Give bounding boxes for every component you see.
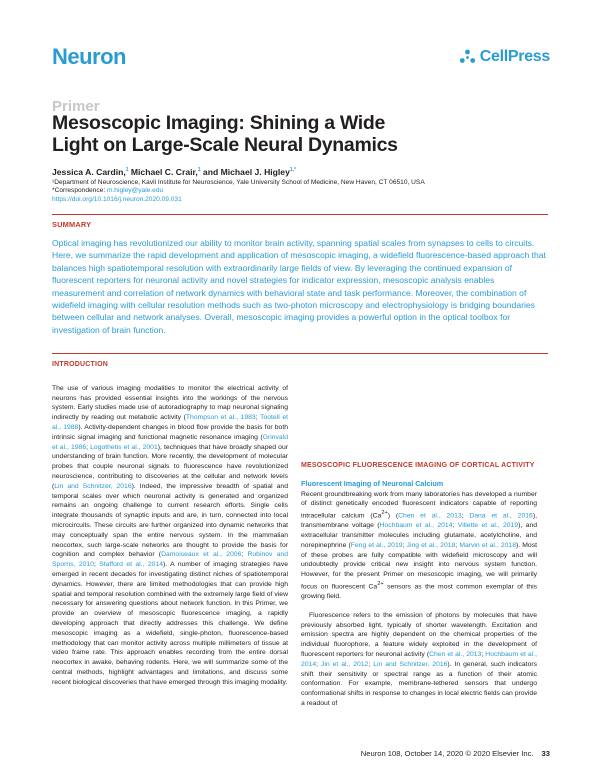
page-number: 33 xyxy=(541,749,550,758)
citation-link[interactable]: Jin et al., 2012 xyxy=(320,660,369,668)
author-affiliation-mark: 1,* xyxy=(289,167,296,174)
citation-link[interactable]: Dana et al., 2016 xyxy=(469,512,533,520)
summary-heading: SUMMARY xyxy=(52,220,92,229)
author-affiliation-mark: 1 xyxy=(197,167,201,174)
publisher-logo xyxy=(459,48,550,66)
citation-link[interactable]: Chen et al., 2013 xyxy=(429,651,482,659)
footer-citation: Neuron 108, October 14, 2020 © 2020 Elsevier Inc. xyxy=(360,749,534,758)
affiliation: ¹Department of Neuroscience, Kavli Institute for Neuroscience, Yale University School of Medicine, New Haven, CT 06510, USA xyxy=(52,179,425,186)
summary-text: Optical imaging has revolutionized our ability to monitor brain activity, spanning spatial scales from synapses to cells to circuits. Here, we summarize the rapid development and application of mesoscopic imaging, a widefield fluorescence-based approach that balances high spatiotemporal resolution with extraordinarily large fields of view. By leveraging the continued expansion of fluorescent reporters for neuronal activity and novel strategies for indicator expression, mesoscopic analysis enables measurement and correlation of network dynamics with behavioral state and task performance. Moreover, the combination of widefield imaging with cellular resolution methods such as two-photon microscopy and electrophysiology is bridging boundaries between cellular and network analyses. Overall, mesoscopic imaging provides a powerful option in the optical toolbox for investigation of brain function. xyxy=(52,238,546,335)
correspondence-email-link[interactable]: m.higley@yale.edu xyxy=(106,187,164,194)
page-footer xyxy=(361,749,550,758)
citation-link[interactable]: Villette et al., 2019 xyxy=(457,522,519,530)
citation-link[interactable]: Thompson et al., 1983 xyxy=(185,414,256,422)
citation-link[interactable]: Logothetis et al., 2001 xyxy=(90,443,158,451)
right-column xyxy=(301,459,537,718)
paragraph: Fluorescence refers to the emission of photons by molecules that have previously absorbed light, typically of shorter wavelength. Excitation and emission spectra are highly dependent on the chemical properties of the individual fluorophore, a feature widely exploited in the development of fluorescent reporters for neuronal activity (Chen et al., 2013; Hochbaum et al., 2014; Jin et al., 2012; Lin and Schnitzer, 2016). In general, such indicators shift their sensitivity or spectral range as a function of their atomic conformation. For example, membrane-tethered sensors that undergo conformational shifts in response to changes in local electric fields can provide a readout of xyxy=(301,611,538,708)
citation-link[interactable]: Marvin et al., 2018 xyxy=(459,541,516,549)
journal-name: Neuron xyxy=(52,44,126,69)
section-heading: INTRODUCTION xyxy=(52,361,109,368)
article-type: Primer xyxy=(52,98,100,115)
citation-link[interactable]: Tootell et al., 1988 xyxy=(52,414,288,431)
subsection-heading: Fluorescent Imaging of Neuronal Calcium xyxy=(301,478,444,488)
citation-link[interactable]: Lin and Schnitzer, 2016 xyxy=(54,482,132,490)
citation-link[interactable]: Damoiseaux et al., 2006 xyxy=(161,551,242,559)
citation-link[interactable]: Hochbaum et al., 2014 xyxy=(301,651,537,668)
divider xyxy=(52,214,548,215)
paragraph: The use of various imaging modalities to monitor the electrical activity of neurons has provided essential insights into the workings of the nervous system. Early studies made use of autoradiography to map neuronal signaling indirectly by reading out metabolic activity (Thompson et al., 1983; Tootell et al., 1988). Activity-dependent changes in blood flow provide the basis for both intrinsic signal imaging and functional magnetic resonance imaging (Grinvald et al., 1986; Logothetis et al., 2001), techniques that have broadly shaped our understanding of brain function. More recently, the development of molecular probes that couple neuronal signals to fluorescence have revolutionized neuroscience, contributing to discoveries at the cellular and network levels (Lin and Schnitzer, 2016). Indeed, the impressive breadth of spatial and temporal scales over which neuronal activity is generated and organized remains an ongoing challenge to current research efforts. Single cells integrate thousands of synaptic inputs and are, in turn, connected into local microcircuits. These circuits are further organized into dynamic networks that may conceptually span the entire nervous system. In the mammalian neocortex, such large-scale networks are thought to provide the basis for cognition and complex behavior (Damoiseaux et al., 2006; Rubinov and Sporns, 2010; Stafford et al., 2014). A number of imaging strategies have emerged in recent decades for investigating distinct niches of spatiotemporal dynamics. However, there are limited methodologies that can provide high spatial and temporal resolution combined with the extremely large field of view necessary for answering questions about network function. In this Primer, we provide an overview of mesoscopic fluorescence imaging, a rapidly developing approach that directly addresses this challenge. We define mesoscopic imaging as a widefield, single-photon, fluorescence-based methodology that can monitor activity across multiple millimeters of tissue at video frame rate. This approach enables recording from the entire dorsal neocortex in awake, behaving rodents. Here, we will summarize some of the central methods, highlight advantages and limitations, and discuss some recent biological discoveries that have emerged through this imaging modality. xyxy=(52,384,289,686)
section-heading: MESOSCOPIC FLUORESCENCE IMAGING OF CORTICAL ACTIVITY xyxy=(301,462,535,469)
publisher-name: CellPress xyxy=(479,48,550,65)
citation-link[interactable]: Chen et al., 2013 xyxy=(398,512,462,520)
left-column xyxy=(52,358,288,697)
citation-link[interactable]: Jing et al., 2018 xyxy=(406,541,456,549)
author-name: Michael C. Crair, xyxy=(128,167,198,177)
citation-link[interactable]: Lin and Schnitzer, 2016 xyxy=(373,660,448,668)
author-name: Jessica A. Cardin, xyxy=(52,167,126,177)
divider xyxy=(52,353,548,354)
correspondence xyxy=(52,187,163,194)
paragraph: Recent groundbreaking work from many laboratories has developed a number of distinct genetically encoded fluorescent indicators capable of reporting intracellular calcium $(Ca^{2+})$ (Chen et al., 2013; Dana et al., 2016), transmembrane voltage (Hochbaum et al., 2014; Villette et al., 2019), and extracellular transmitter molecules including glutamate, acetylcholine, and norepinephrine (Feng et al., 2019; Jing et al., 2018; Marvin et al., 2018). Most of these probes are fully compatible with widefield microscopy and will undoubtedly provide critical new insight into nervous system function. However, for the present Primer on mesoscopic imaging, we will primarily focus on fluorescent $Ca^{2+}$ sensors as the most common exemplar of this growing field. xyxy=(301,490,538,601)
article-title: Mesoscopic Imaging: Shining a Wide Light on Large-Scale Neural Dynamics xyxy=(52,112,398,156)
author-name: and Michael J. Higley xyxy=(200,167,290,177)
author-list xyxy=(52,167,296,177)
citation-link[interactable]: Grinvald et al., 1986 xyxy=(52,433,288,451)
correspondence-label: *Correspondence: xyxy=(52,187,107,194)
cellpress-logo-icon xyxy=(459,49,476,66)
citation-link[interactable]: Hochbaum et al., 2014 xyxy=(379,522,453,530)
citation-link[interactable]: Stafford et al., 2014 xyxy=(99,561,163,569)
citation-link[interactable]: Feng et al., 2019 xyxy=(350,541,403,549)
doi-link[interactable]: https://doi.org/10.1016/j.neuron.2020.09.031 xyxy=(52,196,182,203)
citation-link[interactable]: Rubinov and Sporns, 2010 xyxy=(52,551,288,569)
author-affiliation-mark: 1 xyxy=(125,167,129,174)
